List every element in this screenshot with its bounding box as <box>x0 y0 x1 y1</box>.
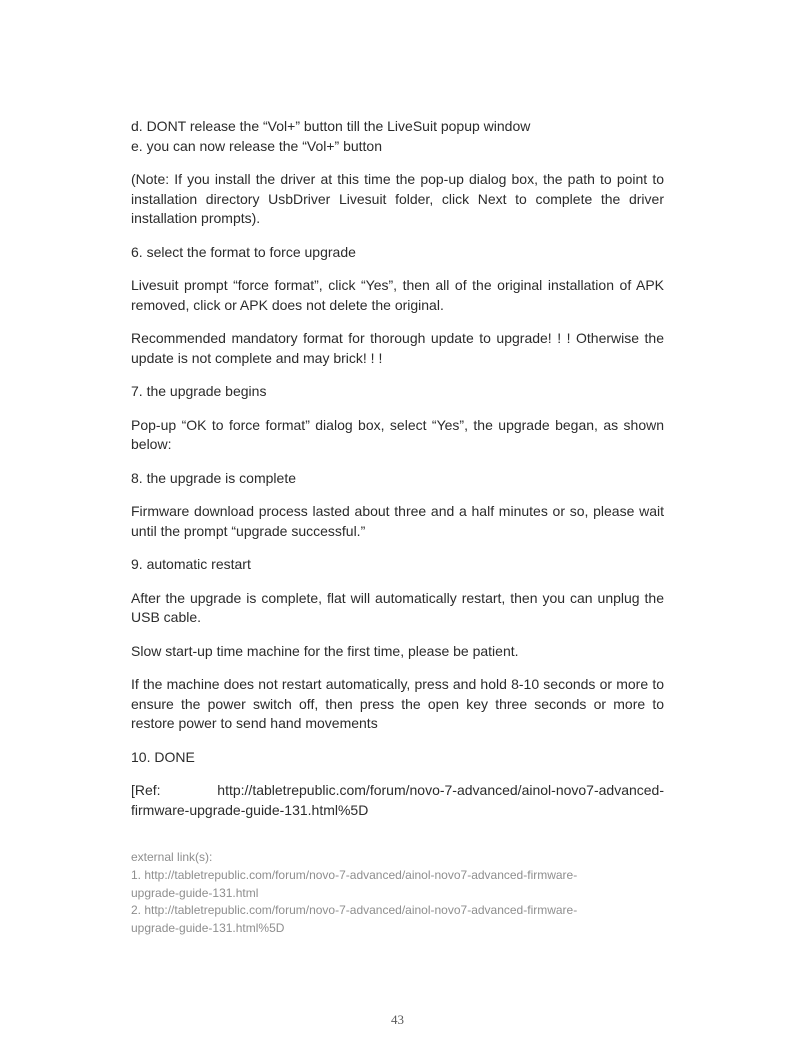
step-9-heading: 9. automatic restart <box>131 556 251 572</box>
external-link-1: 1. http://tabletrepublic.com/forum/novo-7-advanced/ainol-novo7-advanced-firmware-upgrade-guide-131.html <box>131 867 578 900</box>
step-6-heading: 6. select the format to force upgrade <box>131 243 356 260</box>
external-link-2: 2. http://tabletrepublic.com/forum/novo-7-advanced/ainol-novo7-advanced-firmware-upgrade-guide-131.html%5D <box>131 903 578 936</box>
step-7-paragraph: Pop-up “OK to force format” dialog box, select “Yes”, the upgrade began, as shown below: <box>131 416 664 452</box>
step-6-paragraph-1: Livesuit prompt “force format”, click “Yes”, then all of the original installation of APK removed, click or APK does not delete the original. <box>131 277 664 313</box>
step-7-heading: 7. the upgrade begins <box>131 383 267 399</box>
step-d-line: d. DONT release the “Vol+” button till the LiveSuit popup window <box>131 118 531 134</box>
external-links-section <box>131 849 583 938</box>
step-10-heading: 10. DONE <box>131 748 195 765</box>
step-8-heading: 8. the upgrade is complete <box>131 469 296 486</box>
note-paragraph: (Note: If you install the driver at this time the pop-up dialog box, the path to point to installation directory UsbDriver Livesuit folder, click Next to complete the driver installation prompts). <box>131 171 664 226</box>
external-links-heading: external link(s): <box>131 850 213 864</box>
page-footer <box>0 1012 795 1028</box>
page-number: 43 <box>391 1012 404 1027</box>
reference-paragraph: [Ref: http://tabletrepublic.com/forum/novo-7-advanced/ainol-novo7-advanced-firmware-upgrade-guide-131.html%5D <box>131 782 664 818</box>
step-9-paragraph-3: If the machine does not restart automatically, press and hold 8-10 seconds or more to ensure the power switch off, then press the open key three seconds or more to restore power to send hand movements <box>131 676 664 731</box>
document-body <box>131 117 664 820</box>
step-e-line: e. you can now release the “Vol+” button <box>131 137 382 154</box>
step-8-paragraph: Firmware download process lasted about three and a half minutes or so, please wait until the prompt “upgrade successful.” <box>131 503 664 539</box>
step-9-paragraph-1: After the upgrade is complete, flat will automatically restart, then you can unplug the USB cable. <box>131 589 664 625</box>
step-9-paragraph-2: Slow start-up time machine for the first time, please be patient. <box>131 642 519 659</box>
step-6-paragraph-2: Recommended mandatory format for thorough update to upgrade! ! ! Otherwise the update is not complete and may brick! ! ! <box>131 330 664 366</box>
